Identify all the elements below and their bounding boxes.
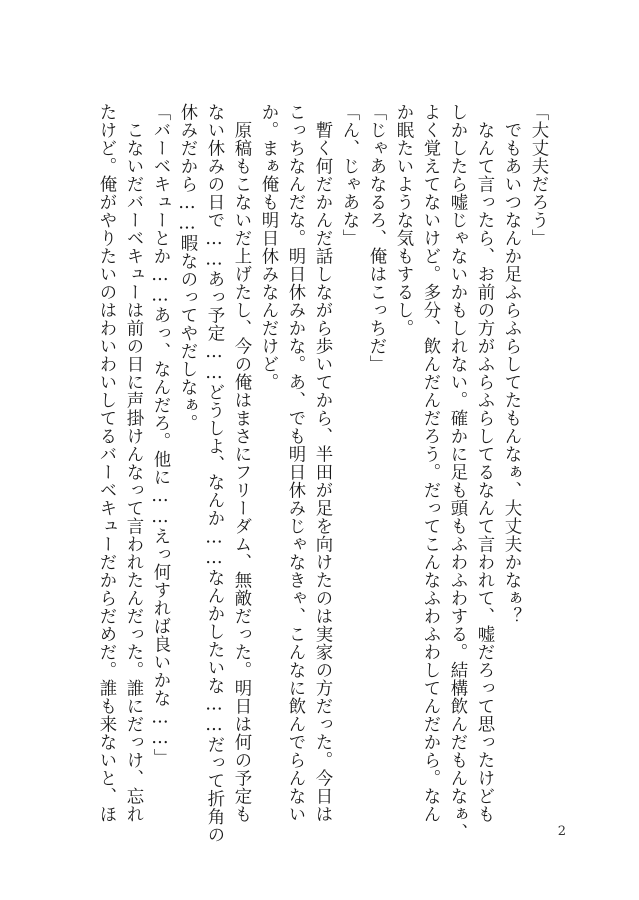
text-line: か眠たいような気もするし。 [393,103,413,337]
text-line: しかしたら嘘じゃないかもしれない。確かに足も頭もふわふわする。結構飲んだもんなぁ、 [447,103,467,841]
body-text [92,103,551,844]
text-line: よく覚えてないけど。多分、飲んだんだろう。だってこんなふわふわしてんだから。なん [420,103,440,823]
text-line: 「バーベキューとか……あっ、なんだろ。他に……えっ何すれば良いかな……」 [150,103,170,767]
text-line: 「じゃあなるろ、俺はこっちだ」 [366,103,386,373]
text-line: こっちなんだな。明日休みかな。あ、でも明日休みじゃなきゃ、こんなに飲んでらんない [285,103,305,823]
text-line: か。まぁ俺も明日休みなんだけど。 [258,103,278,391]
text-line: でもあいつなんか足ふらふらしてたもんなぁ、大丈夫かなぁ？ [501,103,521,625]
text-line: 「大丈夫だろう」 [528,103,548,247]
text-line: ない休みの日で……あっ予定……どうしよ、なんか……なんかしたいな……だって折角の [204,103,224,844]
text-line: 暫く何だかんだ話しながら歩いてから、半田が足を向けたのは実家の方だった。今日は [312,103,332,823]
text-line: こないだバーベキューは前の日に声掛けんなって言われたんだった。誰にだっけ、忘れ [123,103,143,823]
text-line: なんて言ったら、お前の方がふらふらしてるなんて言われて、嘘だろって思ったけども [474,103,494,823]
page-number: 2 [557,824,566,839]
text-line: 休みだから……暇なのってやだしなぁ。 [177,103,197,433]
text-line: たけど。俺がやりたいのはわいわいしてるバーベキューだからだめだ。誰も来ないと、ほ [96,103,116,823]
text-line: 原稿もこないだ上げたし、今の俺はまさにフリーダム、無敵だった。明日は何の予定も [231,103,251,823]
text-line: 「ん、じゃあな」 [339,103,359,247]
